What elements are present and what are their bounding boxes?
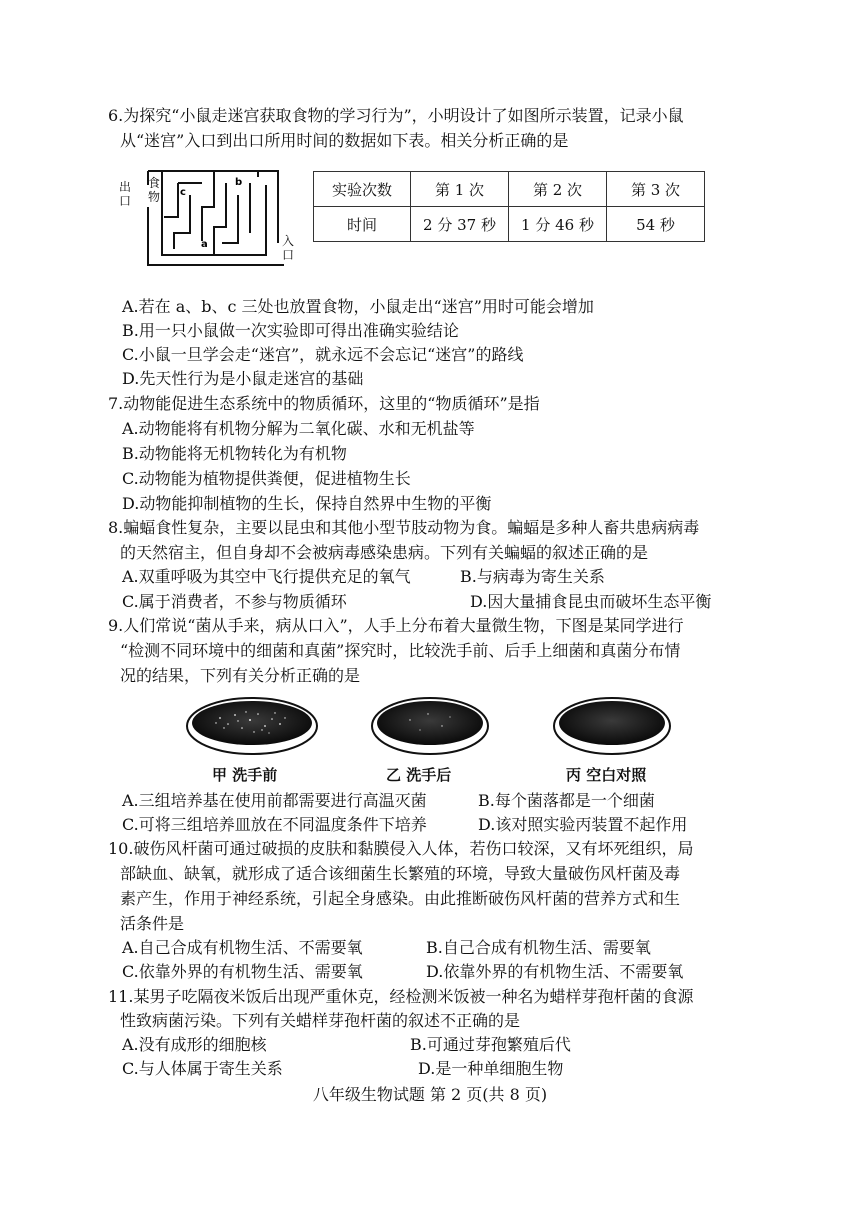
q10-option-a: A.自己合成有机物生活、不需要氧	[122, 938, 363, 957]
q9-option-c: C.可将三组培养皿放在不同温度条件下培养	[122, 815, 427, 834]
q6-option-d: D.先天性行为是小鼠走迷宫的基础	[122, 369, 364, 388]
petri-dish-after	[372, 698, 488, 754]
q11-option-b: B.可通过芽孢繁殖后代	[410, 1035, 571, 1054]
table-header-cell: 第 3 次	[607, 172, 705, 207]
q10-stem-line4: 活条件是	[120, 914, 185, 933]
dish-label-after: 乙 洗手后	[386, 766, 452, 784]
q9-stem-line1: 9.人们常说“菌从手来，病从口入”，人手上分布着大量微生物，下图是某同学进行	[108, 616, 684, 635]
experiment-table	[313, 171, 705, 242]
maze-food-label: 食物	[148, 176, 161, 204]
table-header-cell: 第 1 次	[411, 172, 509, 207]
q11-option-a: A.没有成形的细胞核	[122, 1035, 267, 1054]
table-cell: 2 分 37 秒	[411, 207, 509, 242]
q10-option-d: D.依靠外界的有机物生活、不需要氧	[426, 962, 684, 981]
q8-stem-line1: 8.蝙蝠食性复杂，主要以昆虫和其他小型节肢动物为食。蝙蝠是多种人畜共患病病毒	[108, 518, 700, 537]
petri-dish-control	[554, 698, 670, 754]
petri-dish-before	[187, 698, 317, 754]
table-header-cell: 实验次数	[314, 172, 411, 207]
q11-stem-line1: 11.某男子吃隔夜米饭后出现严重休克，经检测米饭被一种名为蜡样芽孢杆菌的食源	[108, 987, 694, 1006]
maze-exit-label: 出口	[119, 180, 132, 208]
dish-label-control: 丙 空白对照	[566, 766, 647, 784]
q7-option-d: D.动物能抑制植物的生长，保持自然界中生物的平衡	[122, 494, 492, 513]
q8-stem-line2: 的天然宿主，但自身却不会被病毒感染患病。下列有关蝙蝠的叙述正确的是	[120, 543, 649, 562]
table-header-cell: 第 2 次	[509, 172, 607, 207]
maze-entry-label: 入口	[282, 234, 295, 262]
q9-stem-line3: 况的结果，下列有关分析正确的是	[120, 666, 361, 685]
q10-option-c: C.依靠外界的有机物生活、需要氧	[122, 962, 363, 981]
table-cell: 1 分 46 秒	[509, 207, 607, 242]
q11-stem-line2: 性致病菌污染。下列有关蜡样芽孢杆菌的叙述不正确的是	[120, 1011, 521, 1030]
q7-option-b: B.动物能将无机物转化为有机物	[122, 444, 347, 463]
maze-label-a: a	[201, 239, 208, 250]
q8-option-a: A.双重呼吸为其空中飞行提供充足的氧气	[122, 567, 411, 586]
q7-option-a: A.动物能将有机物分解为二氧化碳、水和无机盐等	[122, 419, 475, 438]
q7-stem: 7.动物能促进生态系统中的物质循环，这里的“物质循环”是指	[108, 394, 540, 413]
maze-label-c: c	[180, 187, 186, 198]
q10-stem-line2: 部缺血、缺氧，就形成了适合该细菌生长繁殖的环境，导致大量破伤风杆菌及毒	[120, 864, 681, 883]
table-cell: 54 秒	[607, 207, 705, 242]
q10-stem-line1: 10.破伤风杆菌可通过破损的皮肤和黏膜侵入人体，若伤口较深，又有坏死组织，局	[108, 839, 694, 858]
q9-option-a: A.三组培养基在使用前都需要进行高温灭菌	[122, 791, 427, 810]
q6-option-a: A.若在 a、b、c 三处也放置食物，小鼠走出“迷宫”用时可能会增加	[122, 297, 594, 316]
table-row	[314, 207, 705, 242]
q8-option-c: C.属于消费者，不参与物质循环	[122, 592, 347, 611]
q7-option-c: C.动物能为植物提供粪便，促进植物生长	[122, 469, 411, 488]
table-header-row	[314, 172, 705, 207]
page-footer: 八年级生物试题 第 2 页(共 8 页)	[312, 1085, 548, 1104]
maze-label-b: b	[235, 177, 243, 188]
table-cell: 时间	[314, 207, 411, 242]
petri-dishes-figure	[180, 690, 700, 760]
q10-stem-line3: 素产生，作用于神经系统，引起全身感染。由此推断破伤风杆菌的营养方式和生	[120, 889, 681, 908]
q9-option-d: D.该对照实验丙装置不起作用	[478, 815, 688, 834]
q11-option-d: D.是一种单细胞生物	[418, 1059, 564, 1078]
q9-stem-line2: “检测不同环境中的细菌和真菌”探究时，比较洗手前、后手上细菌和真菌分布情	[120, 641, 681, 660]
q10-option-b: B.自己合成有机物生活、需要氧	[426, 938, 651, 957]
dish-label-before: 甲 洗手前	[212, 766, 278, 784]
q11-option-c: C.与人体属于寄生关系	[122, 1059, 283, 1078]
q9-option-b: B.每个菌落都是一个细菌	[478, 791, 655, 810]
q8-option-b: B.与病毒为寄生关系	[460, 567, 605, 586]
maze-figure	[118, 165, 308, 275]
q6-stem-line2: 从“迷宫”入口到出口所用时间的数据如下表。相关分析正确的是	[120, 131, 569, 150]
q6-option-c: C.小鼠一旦学会走“迷宫”，就永远不会忘记“迷宫”的路线	[122, 345, 524, 364]
q6-option-b: B.用一只小鼠做一次实验即可得出准确实验结论	[122, 321, 459, 340]
q8-option-d: D.因大量捕食昆虫而破坏生态平衡	[470, 592, 712, 611]
q6-stem-line1: 6.为探究“小鼠走迷宫获取食物的学习行为”，小明设计了如图所示装置，记录小鼠	[108, 106, 684, 125]
